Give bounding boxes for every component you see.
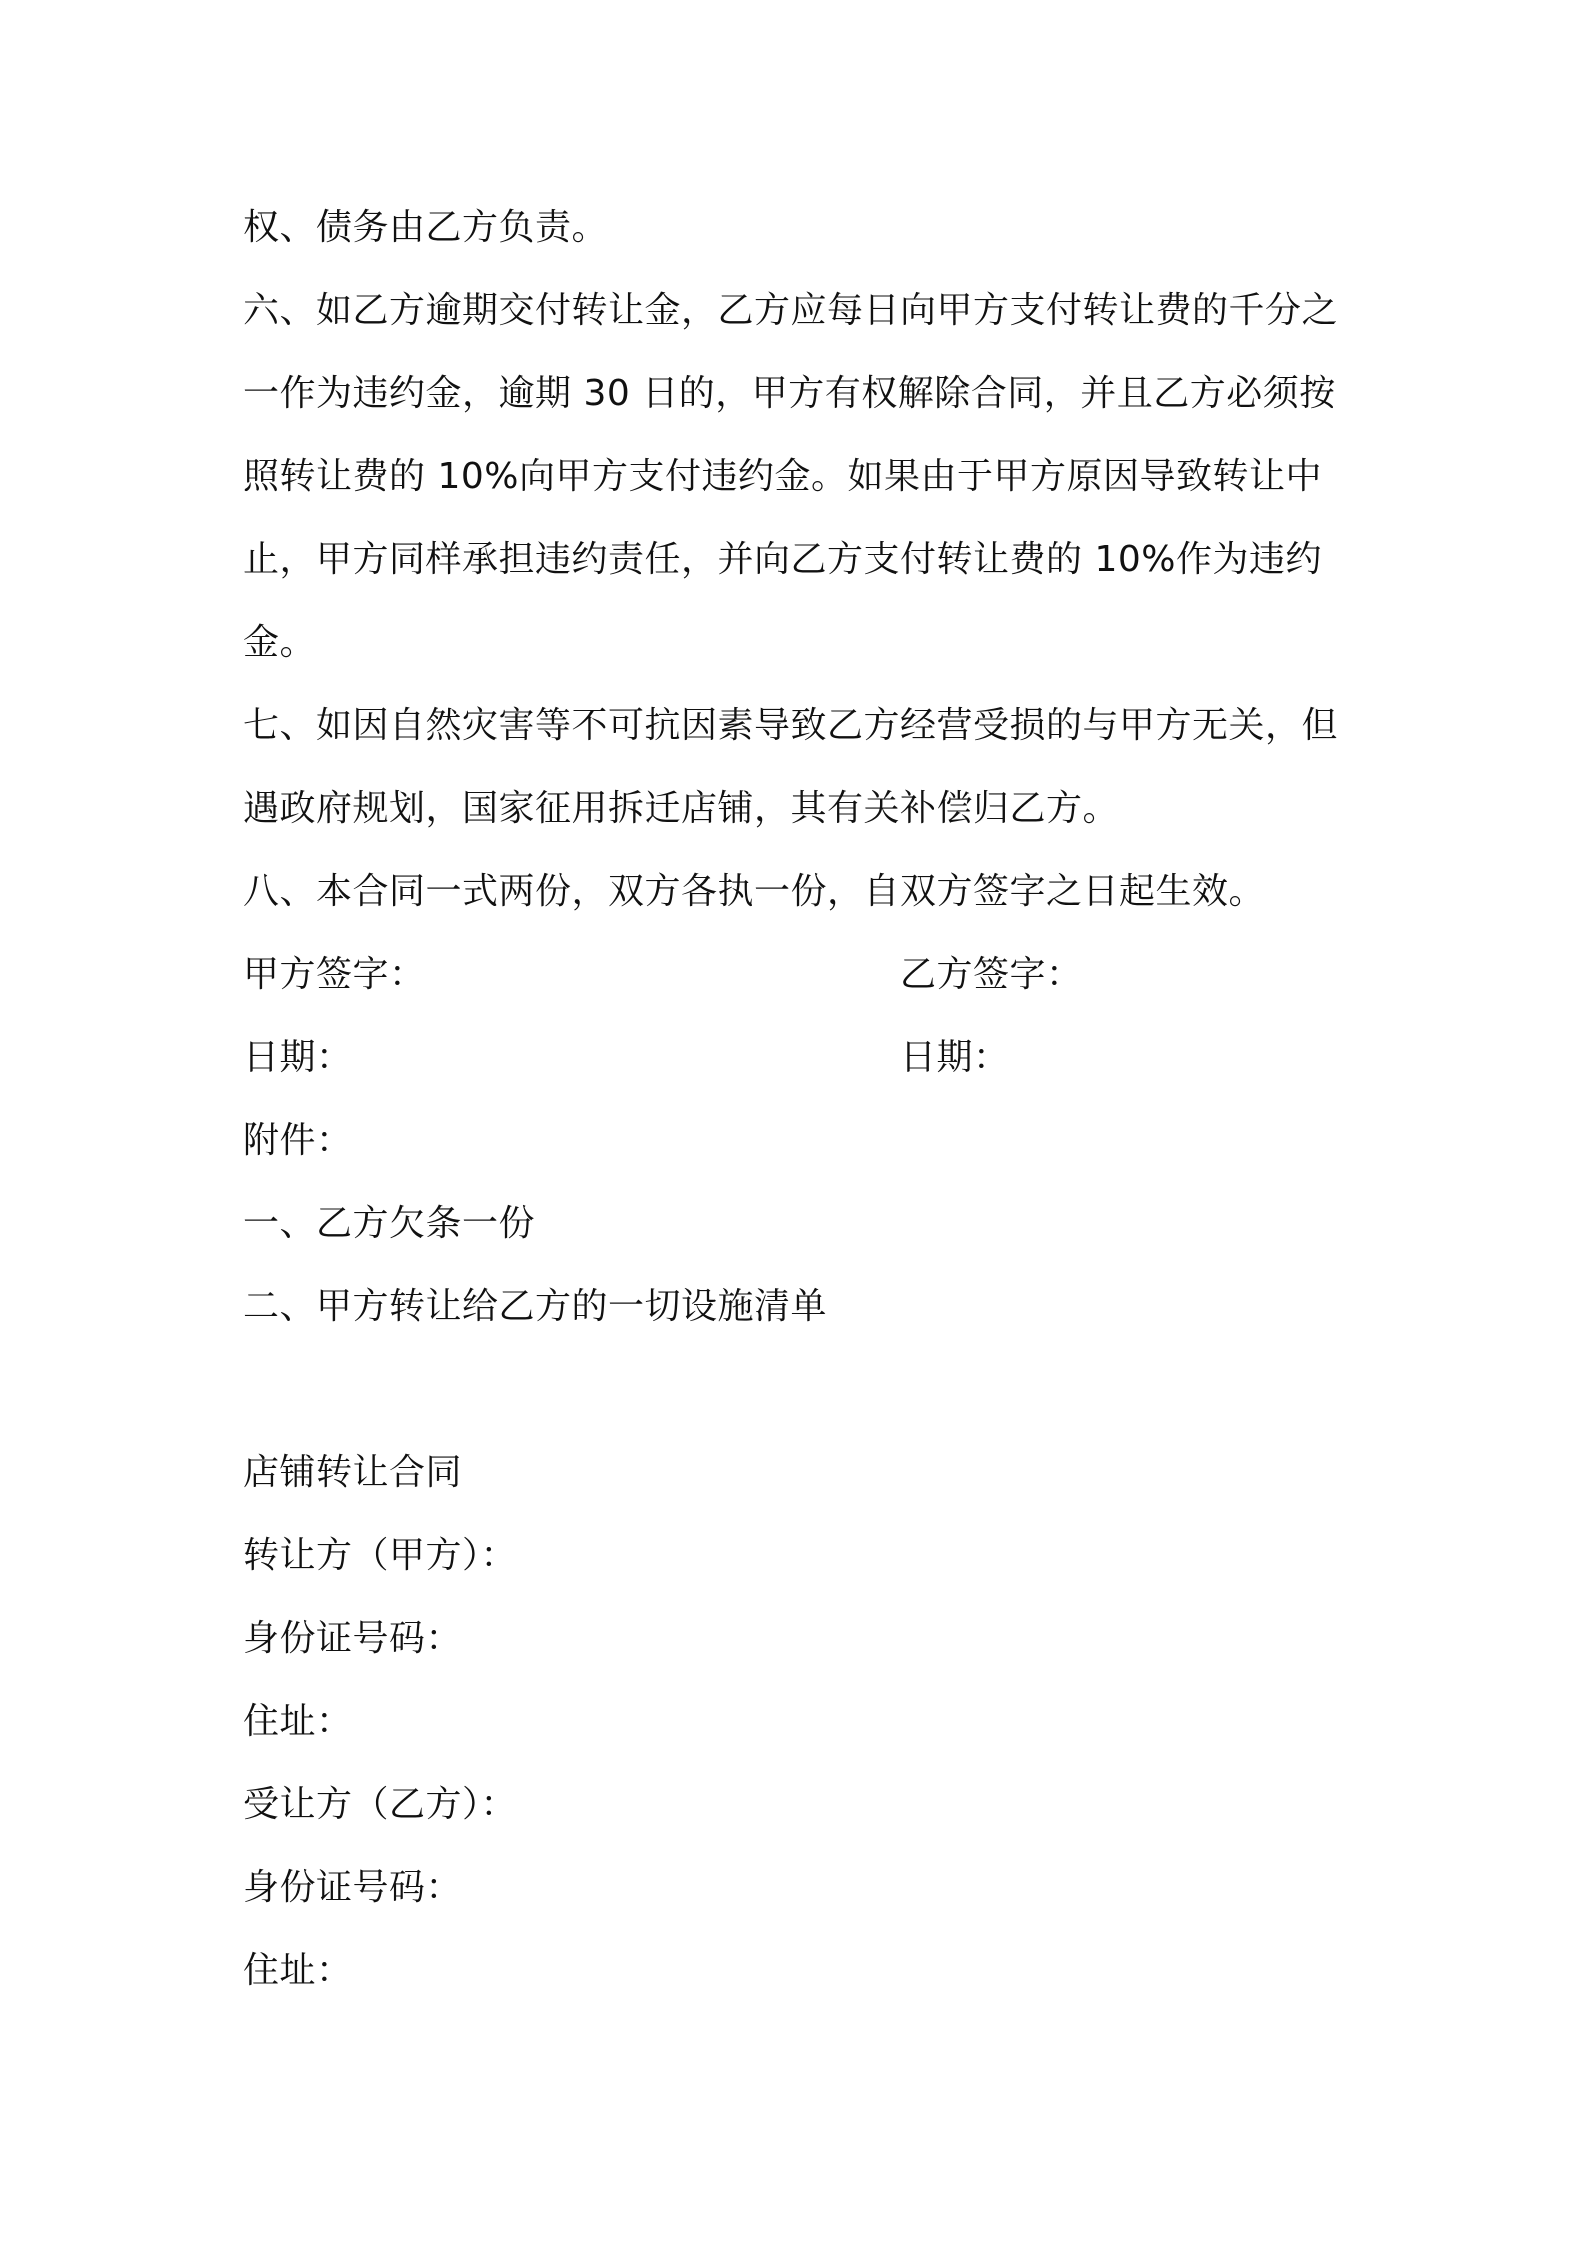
attachment-item: 二、甲方转让给乙方的一切设施清单 [243, 1286, 828, 1327]
clause-seven-line-2: 遇政府规划，国家征用拆迁店铺，其有关补偿归乙方。 [243, 788, 1120, 829]
party-a-date-label: 日期： [243, 1037, 353, 1078]
transferee-address-label: 住址： [243, 1950, 353, 1991]
attachments-heading: 附件： [243, 1120, 353, 1161]
transferee-id-number-label: 身份证号码： [243, 1867, 463, 1908]
party-b-signature-label: 乙方签字： [900, 954, 1083, 995]
clause-six-line-3: 照转让费的 10%向甲方支付违约金。如果由于甲方原因导致转让中 [243, 456, 1322, 497]
clause-previous-ending: 权、债务由乙方负责。 [243, 207, 609, 248]
attachment-item: 一、乙方欠条一份 [243, 1203, 536, 1244]
clause-six-line-5: 金。 [243, 622, 317, 663]
party-a-signature-label: 甲方签字： [243, 954, 426, 995]
party-b-date-label: 日期： [900, 1037, 1010, 1078]
second-contract-title: 店铺转让合同 [243, 1452, 463, 1493]
clause-eight: 八、本合同一式两份，双方各执一份，自双方签字之日起生效。 [243, 871, 1266, 912]
clause-six-line-2: 一作为违约金，逾期 30 日的，甲方有权解除合同，并且乙方必须按 [243, 373, 1336, 414]
transferor-address-label: 住址： [243, 1701, 353, 1742]
clause-six-line-1: 六、如乙方逾期交付转让金，乙方应每日向甲方支付转让费的千分之 [243, 290, 1339, 331]
transferor-id-number-label: 身份证号码： [243, 1618, 463, 1659]
transferor-field-label: 转让方（甲方）： [243, 1535, 518, 1576]
clause-seven-line-1: 七、如因自然灾害等不可抗因素导致乙方经营受损的与甲方无关，但 [243, 705, 1339, 746]
clause-six-line-4: 止，甲方同样承担违约责任，并向乙方支付转让费的 10%作为违约 [243, 539, 1322, 580]
transferee-field-label: 受让方（乙方）： [243, 1784, 518, 1825]
